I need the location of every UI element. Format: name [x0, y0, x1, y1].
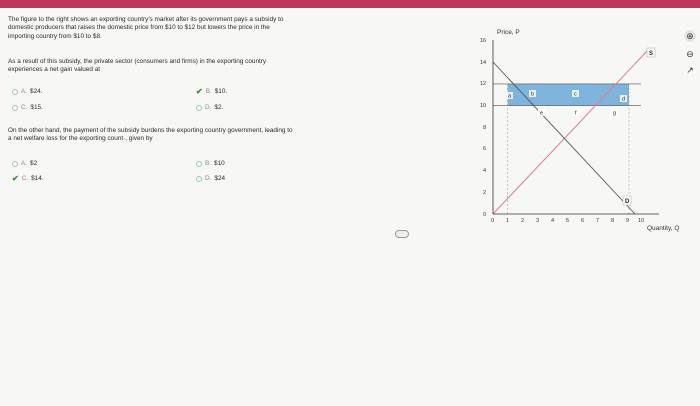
- option-text: $24.: [30, 88, 43, 95]
- option-letter: D.: [205, 175, 212, 182]
- radio-icon[interactable]: [12, 161, 18, 167]
- part2-option-a[interactable]: [12, 160, 37, 167]
- external-link-icon[interactable]: ↗: [686, 65, 694, 75]
- x-tick-label: 7: [596, 218, 600, 224]
- option-text: $24: [214, 175, 226, 182]
- x-tick-label: 10: [638, 218, 645, 224]
- y-tick-label: 2: [483, 190, 487, 196]
- area-label-b: b: [531, 91, 535, 98]
- y-axis-label: Price, P: [497, 29, 520, 36]
- part2-option-d[interactable]: [196, 175, 225, 182]
- x-tick-label: 0: [491, 218, 495, 224]
- area-label-c: c: [574, 91, 577, 98]
- radio-icon[interactable]: [196, 161, 202, 167]
- y-tick-label: 14: [480, 60, 487, 66]
- area-label-e: e: [540, 110, 544, 117]
- checkmark-icon: ✔: [196, 86, 203, 96]
- y-tick-label: 10: [480, 103, 487, 109]
- area-label-g: g: [613, 110, 617, 117]
- option-letter: A.: [21, 88, 28, 95]
- zoom-in-icon[interactable]: ⊕: [684, 30, 696, 42]
- area-label-a: a: [508, 93, 512, 100]
- subsidy-shaded-area: [508, 84, 629, 106]
- prompt-line: On the other hand, the payment of the subsidy burdens the exporting country government, leading to: [8, 127, 293, 134]
- radio-icon[interactable]: [12, 89, 18, 95]
- area-label-f: f: [575, 110, 577, 117]
- part1-option-c[interactable]: [12, 104, 43, 111]
- prompt-line: a net welfare loss for the exporting count·, given by: [8, 135, 153, 143]
- question-intro: [8, 16, 398, 41]
- y-tick-label: 0: [483, 212, 487, 218]
- radio-icon[interactable]: [196, 105, 202, 111]
- zoom-out-icon[interactable]: ⊖: [686, 49, 694, 59]
- option-text: $2: [30, 160, 38, 167]
- part2-option-c[interactable]: [12, 175, 44, 182]
- intro-line: importing country from $10 to $8.: [8, 32, 102, 40]
- option-text: $10.: [214, 88, 228, 95]
- x-tick-label: 6: [581, 218, 585, 224]
- x-tick-label: 4: [551, 218, 555, 224]
- option-text: $15.: [30, 104, 43, 111]
- intro-line: domestic producers that raises the domestic price from $10 to $12 but lowers the price in the: [8, 24, 270, 32]
- radio-icon[interactable]: [12, 105, 18, 111]
- y-tick-label: 16: [480, 38, 487, 44]
- option-letter: C.: [21, 104, 28, 111]
- option-letter: B.: [205, 160, 212, 167]
- part1-option-d[interactable]: [196, 104, 223, 111]
- panel-resize-handle[interactable]: [395, 230, 409, 238]
- intro-line: The figure to the right shows an exporting country's market after its government pays a subsidy to: [8, 16, 284, 23]
- x-tick-label: 3: [536, 218, 540, 224]
- x-axis-label: Quantity, Q: [647, 225, 680, 232]
- checkmark-icon: ✔: [12, 173, 19, 183]
- option-letter: B.: [205, 88, 212, 95]
- x-tick-label: 5: [566, 218, 570, 224]
- part1-prompt: [8, 58, 398, 75]
- prompt-line: experiences a net gain valued at: [8, 66, 101, 74]
- y-tick-label: 12: [480, 81, 487, 87]
- y-tick-label: 8: [483, 125, 487, 131]
- top-accent-bar: [0, 0, 700, 8]
- radio-icon[interactable]: [196, 176, 202, 182]
- x-tick-label: 1: [506, 218, 510, 224]
- y-tick-label: 6: [483, 146, 487, 152]
- supply-label: S: [649, 51, 654, 57]
- option-letter: A.: [21, 160, 28, 167]
- part1-option-b[interactable]: [196, 88, 227, 95]
- option-letter: C.: [21, 175, 29, 182]
- prompt-line: As a result of this subsidy, the private sector (consumers and firms) in the exporting country: [8, 58, 267, 65]
- supply-curve: [493, 50, 648, 214]
- option-text: $2.: [214, 104, 224, 111]
- option-text: $10: [214, 160, 225, 167]
- x-ticks: [491, 218, 644, 224]
- y-ticks: [480, 38, 486, 218]
- part1-option-a[interactable]: [12, 88, 43, 95]
- part2-option-b[interactable]: [196, 160, 225, 167]
- option-text: $14.: [31, 175, 44, 182]
- part2-prompt: [8, 127, 398, 144]
- y-tick-label: 4: [483, 168, 487, 174]
- x-tick-label: 2: [521, 218, 525, 224]
- demand-label: D: [625, 199, 630, 205]
- area-label-d: d: [622, 96, 626, 103]
- x-tick-label: 9: [626, 218, 630, 224]
- option-letter: D.: [205, 104, 212, 111]
- x-tick-label: 8: [611, 218, 615, 224]
- market-graph: [465, 20, 695, 260]
